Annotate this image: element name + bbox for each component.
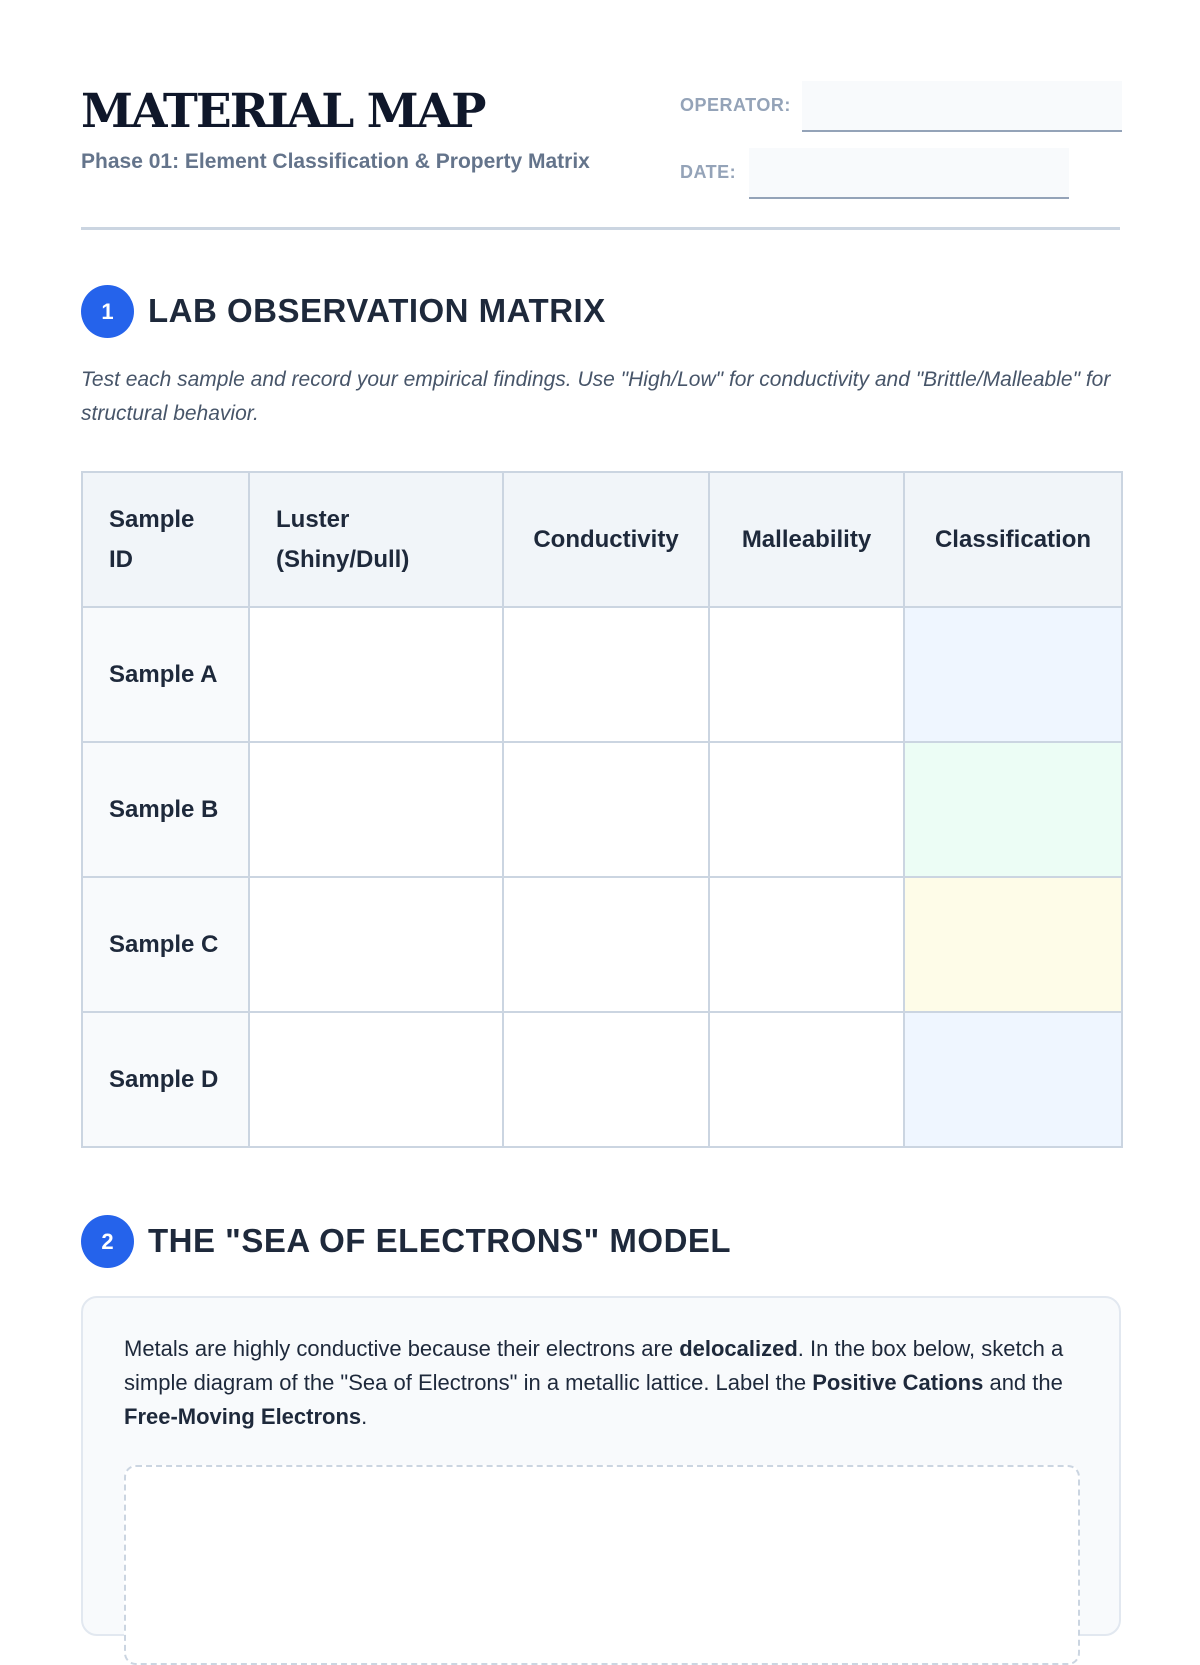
instruction-text: . In the box below, sketch a simple diagram of the "Sea of Electrons" in a metallic lattice. Label the xyxy=(124,1336,1064,1395)
classification-cell[interactable] xyxy=(904,607,1122,742)
column-header-classification: Classification xyxy=(904,472,1122,607)
section-1-title: LAB OBSERVATION MATRIX xyxy=(148,292,606,329)
luster-cell[interactable] xyxy=(249,877,503,1012)
column-header-sample-id: Sample ID xyxy=(82,472,249,607)
sample-id-cell: Sample B xyxy=(82,742,249,877)
page-title: MATERIAL MAP xyxy=(81,84,485,139)
instruction-emphasis: delocalized xyxy=(679,1336,798,1361)
column-header-luster: Luster (Shiny/Dull) xyxy=(249,472,503,607)
table-row xyxy=(82,607,1122,742)
luster-cell[interactable] xyxy=(249,1012,503,1147)
instruction-text: and the xyxy=(983,1370,1063,1395)
observation-matrix xyxy=(81,471,1123,1148)
sea-of-electrons-card xyxy=(81,1296,1121,1636)
header-divider xyxy=(81,227,1120,230)
table-row xyxy=(82,742,1122,877)
operator-field[interactable] xyxy=(802,81,1122,132)
column-header-conductivity: Conductivity xyxy=(503,472,709,607)
column-header-malleability: Malleability xyxy=(709,472,904,607)
section-1-badge: 1 xyxy=(81,285,134,338)
table-row xyxy=(82,1012,1122,1147)
luster-cell[interactable] xyxy=(249,742,503,877)
sketch-area[interactable] xyxy=(124,1465,1080,1665)
page-subtitle: Phase 01: Element Classification & Property Matrix xyxy=(81,150,590,173)
conductivity-cell[interactable] xyxy=(503,607,709,742)
sample-id-cell: Sample A xyxy=(82,607,249,742)
date-field[interactable] xyxy=(749,148,1069,199)
malleability-cell[interactable] xyxy=(709,742,904,877)
date-label: DATE: xyxy=(680,162,737,182)
luster-cell[interactable] xyxy=(249,607,503,742)
instruction-text: Metals are highly conductive because their electrons are xyxy=(124,1336,680,1361)
instruction-emphasis: Free-Moving Electrons xyxy=(124,1404,362,1429)
classification-cell[interactable] xyxy=(904,877,1122,1012)
malleability-cell[interactable] xyxy=(709,877,904,1012)
matrix-header-row xyxy=(82,472,1122,607)
classification-cell[interactable] xyxy=(904,1012,1122,1147)
malleability-cell[interactable] xyxy=(709,607,904,742)
section-1-instructions: Test each sample and record your empirical findings. Use "High/Low" for conductivity and "Brittle/Malleable" for structural behavior. xyxy=(81,368,1111,425)
instruction-text: . xyxy=(361,1404,368,1429)
table-row xyxy=(82,877,1122,1012)
section-2-badge: 2 xyxy=(81,1215,134,1268)
classification-cell[interactable] xyxy=(904,742,1122,877)
conductivity-cell[interactable] xyxy=(503,877,709,1012)
sample-id-cell: Sample C xyxy=(82,877,249,1012)
conductivity-cell[interactable] xyxy=(503,1012,709,1147)
operator-label: OPERATOR: xyxy=(680,95,791,115)
malleability-cell[interactable] xyxy=(709,1012,904,1147)
sea-of-electrons-instructions xyxy=(124,1332,1074,1434)
conductivity-cell[interactable] xyxy=(503,742,709,877)
sample-id-cell: Sample D xyxy=(82,1012,249,1147)
section-2-title: THE "SEA OF ELECTRONS" MODEL xyxy=(148,1222,732,1259)
instruction-emphasis: Positive Cations xyxy=(812,1370,984,1395)
